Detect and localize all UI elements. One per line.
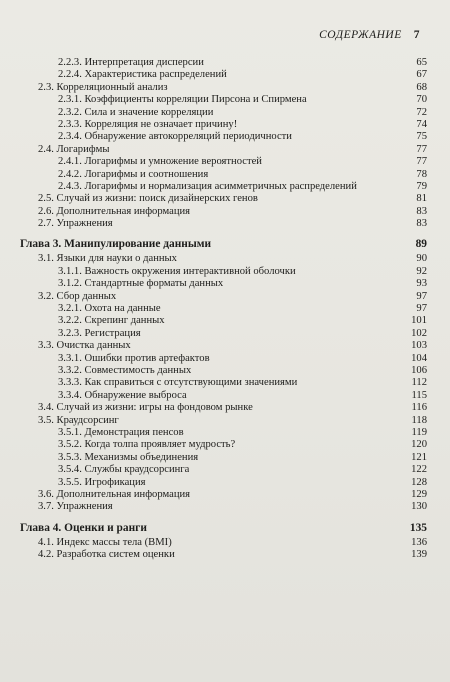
toc-entry-page: 129 bbox=[411, 488, 427, 500]
toc-entry-page: 120 bbox=[411, 439, 427, 451]
toc-entry bbox=[20, 82, 427, 94]
table-of-contents bbox=[20, 57, 427, 561]
running-header bbox=[319, 29, 420, 41]
toc-entry-title: 2.5. Случай из жизни: поиск дизайнерских генов bbox=[38, 193, 258, 205]
toc-entry bbox=[20, 365, 427, 377]
toc-entry-page: 67 bbox=[416, 69, 427, 81]
toc-entry bbox=[20, 206, 427, 218]
toc-entry-title: 2.3.1. Коэффициенты корреляции Пирсона и Спирмена bbox=[58, 94, 307, 106]
toc-entry bbox=[20, 427, 427, 439]
toc-entry-title: Глава 4. Оценки и ранги bbox=[20, 521, 147, 534]
toc-entry-title: 3.1.2. Стандартные форматы данных bbox=[58, 278, 224, 290]
toc-entry bbox=[20, 69, 427, 81]
toc-entry bbox=[20, 57, 427, 69]
toc-entry-page: 130 bbox=[411, 501, 427, 513]
toc-entry-page: 68 bbox=[416, 81, 427, 93]
toc-entry bbox=[20, 439, 427, 451]
toc-entry bbox=[20, 144, 427, 156]
toc-entry-page: 89 bbox=[415, 238, 427, 251]
toc-entry-title: 3.3.1. Ошибки против артефактов bbox=[58, 352, 210, 364]
toc-entry bbox=[20, 315, 427, 327]
toc-entry bbox=[20, 340, 427, 352]
toc-entry bbox=[20, 464, 427, 476]
toc-entry-page: 65 bbox=[416, 57, 427, 68]
toc-entry-page: 128 bbox=[411, 476, 427, 488]
toc-entry-page: 122 bbox=[411, 464, 427, 476]
toc-entry bbox=[20, 278, 427, 290]
toc-entry-title: 4.1. Индекс массы тела (BMI) bbox=[38, 536, 172, 548]
toc-entry-title: 2.3.2. Сила и значение корреляции bbox=[58, 106, 214, 118]
toc-entry-page: 79 bbox=[416, 180, 427, 192]
toc-entry bbox=[20, 377, 427, 389]
toc-entry bbox=[20, 94, 427, 106]
toc-entry-title: 3.3.3. Как справиться с отсутствующими значениями bbox=[58, 377, 298, 389]
toc-entry-title: Глава 3. Манипулирование данными bbox=[20, 238, 212, 251]
toc-entry-title: 2.6. Дополнительная информация bbox=[38, 205, 191, 217]
toc-entry-title: 4.2. Разработка систем оценки bbox=[38, 549, 175, 561]
toc-entry bbox=[20, 549, 427, 561]
toc-entry bbox=[20, 452, 427, 464]
toc-entry-page: 78 bbox=[416, 168, 427, 180]
toc-entry-title: 3.6. Дополнительная информация bbox=[38, 488, 191, 500]
toc-entry-page: 103 bbox=[411, 340, 427, 352]
toc-entry bbox=[20, 193, 427, 205]
toc-entry bbox=[20, 181, 427, 193]
toc-entry bbox=[20, 328, 427, 340]
toc-entry-title: 3.2.3. Регистрация bbox=[58, 327, 141, 339]
toc-chapter-entry bbox=[20, 237, 427, 252]
toc-entry-page: 72 bbox=[416, 106, 427, 118]
toc-entry-title: 3.2. Сбор данных bbox=[38, 290, 117, 302]
toc-entry-page: 81 bbox=[416, 193, 427, 205]
toc-entry-page: 102 bbox=[411, 327, 427, 339]
toc-entry-page: 112 bbox=[411, 377, 427, 389]
running-header-page-number: 7 bbox=[413, 29, 420, 41]
toc-entry-page: 136 bbox=[411, 536, 427, 548]
toc-entry-title: 2.4.2. Логарифмы и соотношения bbox=[58, 168, 209, 180]
toc-entry-page: 106 bbox=[411, 364, 427, 376]
toc-entry-page: 97 bbox=[416, 290, 427, 302]
toc-entry-page: 135 bbox=[409, 521, 427, 534]
toc-entry-page: 115 bbox=[411, 389, 427, 401]
toc-chapter-entry bbox=[20, 521, 427, 536]
toc-entry-page: 75 bbox=[416, 131, 427, 143]
toc-entry-title: 3.5.2. Когда толпа проявляет мудрость? bbox=[58, 439, 236, 451]
toc-entry-title: 2.4. Логарифмы bbox=[38, 143, 110, 155]
toc-entry-title: 2.3.4. Обнаружение автокорреляций периодичности bbox=[58, 131, 292, 143]
toc-entry-page: 83 bbox=[416, 218, 427, 230]
toc-entry bbox=[20, 218, 427, 230]
toc-entry-title: 2.4.1. Логарифмы и умножение вероятностей bbox=[58, 156, 262, 168]
toc-entry bbox=[20, 119, 427, 131]
toc-entry-page: 70 bbox=[416, 94, 427, 106]
toc-entry-title: 3.3.2. Совместимость данных bbox=[58, 364, 192, 376]
toc-entry-page: 77 bbox=[416, 143, 427, 155]
toc-entry-page: 116 bbox=[411, 402, 427, 414]
toc-entry bbox=[20, 266, 427, 278]
toc-entry-title: 2.3.3. Корреляция не означает причину! bbox=[58, 118, 238, 130]
toc-entry bbox=[20, 402, 427, 414]
toc-entry bbox=[20, 169, 427, 181]
toc-entry bbox=[20, 156, 427, 168]
toc-entry bbox=[20, 537, 427, 549]
toc-entry-page: 119 bbox=[411, 426, 427, 438]
running-header-title: СОДЕРЖАНИЕ bbox=[319, 29, 402, 41]
toc-entry-title: 3.3. Очистка данных bbox=[38, 340, 131, 352]
toc-entry bbox=[20, 107, 427, 119]
toc-entry-page: 92 bbox=[416, 265, 427, 277]
toc-entry-title: 2.3. Корреляционный анализ bbox=[38, 81, 168, 93]
toc-entry-title: 3.1. Языки для науки о данных bbox=[38, 253, 177, 265]
toc-entry bbox=[20, 489, 427, 501]
toc-entry-title: 3.1.1. Важность окружения интерактивной оболочки bbox=[58, 265, 296, 277]
toc-entry-title: 3.4. Случай из жизни: игры на фондовом рынке bbox=[38, 402, 253, 414]
toc-entry-page: 90 bbox=[416, 253, 427, 265]
toc-entry-title: 3.7. Упражнения bbox=[38, 501, 113, 513]
toc-entry bbox=[20, 501, 427, 513]
toc-entry-page: 118 bbox=[411, 414, 427, 426]
toc-entry-page: 97 bbox=[416, 303, 427, 315]
toc-entry bbox=[20, 253, 427, 265]
toc-entry-title: 3.2.2. Скрепинг данных bbox=[58, 315, 165, 327]
toc-entry-page: 74 bbox=[416, 118, 427, 130]
toc-entry-page: 77 bbox=[416, 156, 427, 168]
toc-entry-page: 93 bbox=[416, 278, 427, 290]
toc-entry-title: 3.5.4. Службы краудсорсинга bbox=[58, 464, 190, 476]
toc-entry-title: 2.4.3. Логарифмы и нормализация асимметричных распределений bbox=[58, 180, 357, 192]
toc-entry-title: 3.5.3. Механизмы объединения bbox=[58, 451, 199, 463]
toc-entry-title: 2.2.3. Интерпретация дисперсии bbox=[58, 57, 204, 68]
toc-entry-page: 101 bbox=[411, 315, 427, 327]
toc-entry-title: 2.2.4. Характеристика распределений bbox=[58, 69, 227, 81]
toc-entry bbox=[20, 477, 427, 489]
toc-entry-page: 83 bbox=[416, 205, 427, 217]
toc-entry-page: 121 bbox=[411, 451, 427, 463]
toc-entry-page: 139 bbox=[411, 549, 427, 561]
toc-entry bbox=[20, 131, 427, 143]
toc-entry-title: 3.2.1. Охота на данные bbox=[58, 303, 161, 315]
toc-entry-title: 3.3.4. Обнаружение выброса bbox=[58, 389, 187, 401]
toc-entry bbox=[20, 390, 427, 402]
toc-entry-title: 2.7. Упражнения bbox=[38, 218, 113, 230]
toc-entry bbox=[20, 353, 427, 365]
toc-entry-title: 3.5. Краудсорсинг bbox=[38, 414, 119, 426]
toc-entry bbox=[20, 291, 427, 303]
toc-entry bbox=[20, 415, 427, 427]
toc-entry bbox=[20, 303, 427, 315]
toc-entry-title: 3.5.1. Демонстрация пенсов bbox=[58, 426, 184, 438]
toc-entry-page: 104 bbox=[411, 352, 427, 364]
toc-entry-title: 3.5.5. Игрофикация bbox=[58, 476, 146, 488]
